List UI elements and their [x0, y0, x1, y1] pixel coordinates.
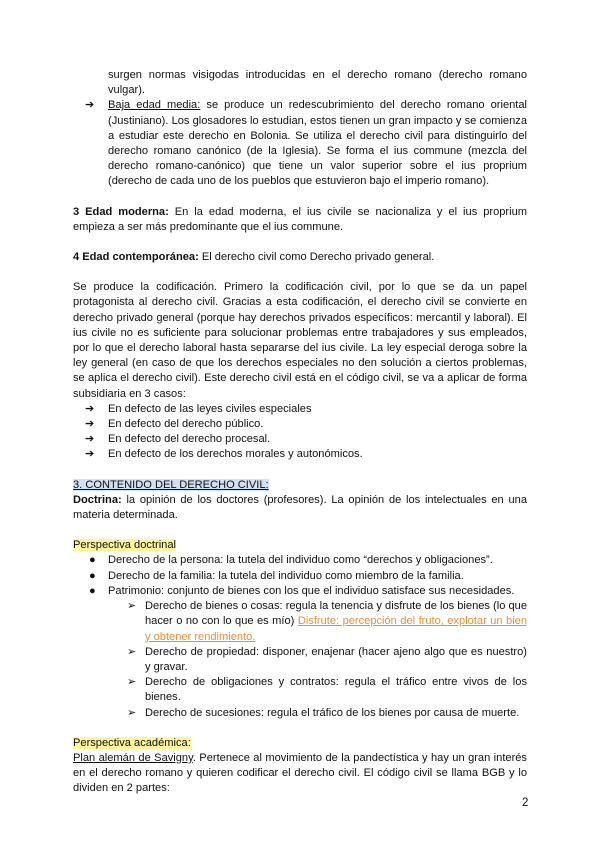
- list-item-text: Patrimonio: conjunto de bienes con los que el individuo satisface sus necesidades.: [108, 584, 515, 597]
- baja-edad-media-label: Baja edad media:: [108, 99, 201, 112]
- list-item-text: Derecho de la persona: la tutela del individuo como “derechos y obligaciones”.: [108, 554, 493, 567]
- arrow-bullet-icon: ➔: [85, 418, 95, 431]
- list-item: [73, 432, 527, 447]
- list-item: [73, 447, 527, 462]
- sub-list-item-text: Derecho de bienes o cosas: regula la tenencia y disfrute de los bienes (lo que hacer o no con lo que es mío): [145, 600, 527, 628]
- sub-list-item-text: Derecho de obligaciones y contratos: regula el tráfico entre vivos de los bienes.: [145, 676, 527, 704]
- bullet-dot-icon: ●: [89, 569, 96, 582]
- sub-list-item-text: Derecho de propiedad: disponer, enajenar (hacer ajeno algo que es nuestro) y gravar.: [145, 645, 527, 673]
- arrowhead-bullet-icon: ➢: [127, 600, 137, 613]
- sub-list-item: [73, 675, 527, 705]
- list-item: [73, 584, 527, 599]
- arrow-bullet-icon: ➔: [85, 433, 95, 446]
- list-item: [73, 417, 527, 432]
- edad-contemporanea-text: El derecho civil como Derecho privado general.: [198, 251, 435, 264]
- perspectiva-doctrinal-heading: [73, 538, 527, 553]
- arrow-bullet-icon: ➔: [85, 99, 95, 112]
- list-item-text: En defecto del derecho público.: [108, 418, 264, 431]
- page-content: [73, 68, 527, 797]
- list-item-text: En defecto de las leyes civiles especiales: [108, 402, 312, 415]
- arrow-bullet-icon: ➔: [85, 402, 95, 415]
- sub-list-item: [73, 645, 527, 675]
- sub-list-item: [73, 706, 527, 721]
- arrowhead-bullet-icon: ➢: [127, 676, 137, 689]
- arrow-bullet-icon: ➔: [85, 448, 95, 461]
- bullet-dot-icon: ●: [89, 584, 96, 597]
- edad-contemporanea-label: 4 Edad contemporánea:: [73, 251, 199, 264]
- savigny-label: Plan alemán de Savigny: [73, 751, 193, 764]
- doctrina-text: la opinión de los doctores (profesores). La opinión de los intelectuales en una materia determinada.: [73, 493, 527, 522]
- bullet-dot-icon: ●: [89, 554, 96, 567]
- disfrute-link[interactable]: Disfrute: percepción del fruto, explotar un bien y obtener rendimiento.: [145, 615, 527, 643]
- arrowhead-bullet-icon: ➢: [127, 645, 137, 658]
- page-number: 2: [522, 797, 529, 809]
- baja-edad-media-item: [73, 98, 527, 189]
- edad-moderna-paragraph: [73, 205, 527, 235]
- edad-contemporanea-paragraph: [73, 250, 527, 265]
- section3-heading-text: 3. CONTENIDO DEL DERECHO CIVIL:: [73, 478, 269, 491]
- edad-moderna-text: En la edad moderna, el ius civile se nacionaliza y el ius proprium empieza a ser más predominante que el ius commune.: [73, 205, 527, 233]
- list-item: [73, 569, 527, 584]
- perspectiva-doctrinal-text: Perspectiva doctrinal: [73, 539, 176, 552]
- perspectiva-academica-text: Perspectiva académica:: [73, 736, 191, 749]
- list-item-text: En defecto de los derechos morales y autonómicos.: [108, 448, 363, 461]
- edad-moderna-label: 3 Edad moderna:: [73, 205, 169, 218]
- arrowhead-bullet-icon: ➢: [127, 706, 137, 719]
- sub-list-item: [73, 599, 527, 645]
- baja-edad-media-text: se produce un redescubrimiento del derecho romano oriental (Justiniano). Los glosadores lo estudian, estos tienen un gran impacto y se comienza a estudiar este derecho en Bolonia. Se utiliza el derecho civil para distinguirlo del derecho romano canónico (de la Iglesia). Se forma el ius commune (mezcla del derecho romano-canónico) que tiene un valor superior sobre el ius proprium (derecho de cada uno de los pueblos que estuvieron bajo el imperio romano).: [108, 99, 527, 188]
- section-heading: [73, 478, 527, 493]
- list-item: [73, 402, 527, 417]
- visigodas-continuation: surgen normas visigodas introducidas en el derecho romano (derecho romano vulgar).: [108, 69, 527, 97]
- perspectiva-academica-heading: [73, 736, 527, 751]
- codificacion-paragraph: Se produce la codificación. Primero la codificación civil, por lo que se da un papel protagonista al derecho civil. Gracias a esta codificación, el derecho civil se convierte en derecho privado general (porque hay derechos privados específicos: mercantil y laboral). El ius civile no es suficiente para solucionar problemas entre trabajadores y sus empleados, por lo que el derecho laboral hasta separarse del ius civile. La ley especial deroga sobre la ley general (en caso de que los derechos especiales no den solución a ciertos problemas, se aplica el derecho civil). Este derecho civil está en el código civil, se va a aplicar de forma subsidiaria en 3 casos:: [73, 281, 527, 400]
- sub-list-item-text: Derecho de sucesiones: regula el tráfico de los bienes por causa de muerte.: [145, 706, 520, 719]
- savigny-text: . Pertenece al movimiento de la pandectística y hay un gran interés en el derecho romano y quieren codificar el derecho civil. El código civil se llama BGB y lo dividen en 2 partes:: [73, 751, 527, 795]
- list-item-text: En defecto del derecho procesal.: [108, 433, 271, 446]
- doctrina-paragraph: [73, 493, 527, 523]
- savigny-paragraph: [73, 751, 527, 797]
- list-item: [73, 553, 527, 568]
- doctrina-label: Doctrina:: [73, 493, 122, 506]
- list-item-text: Derecho de la familia: la tutela del individuo como miembro de la familia.: [108, 569, 464, 582]
